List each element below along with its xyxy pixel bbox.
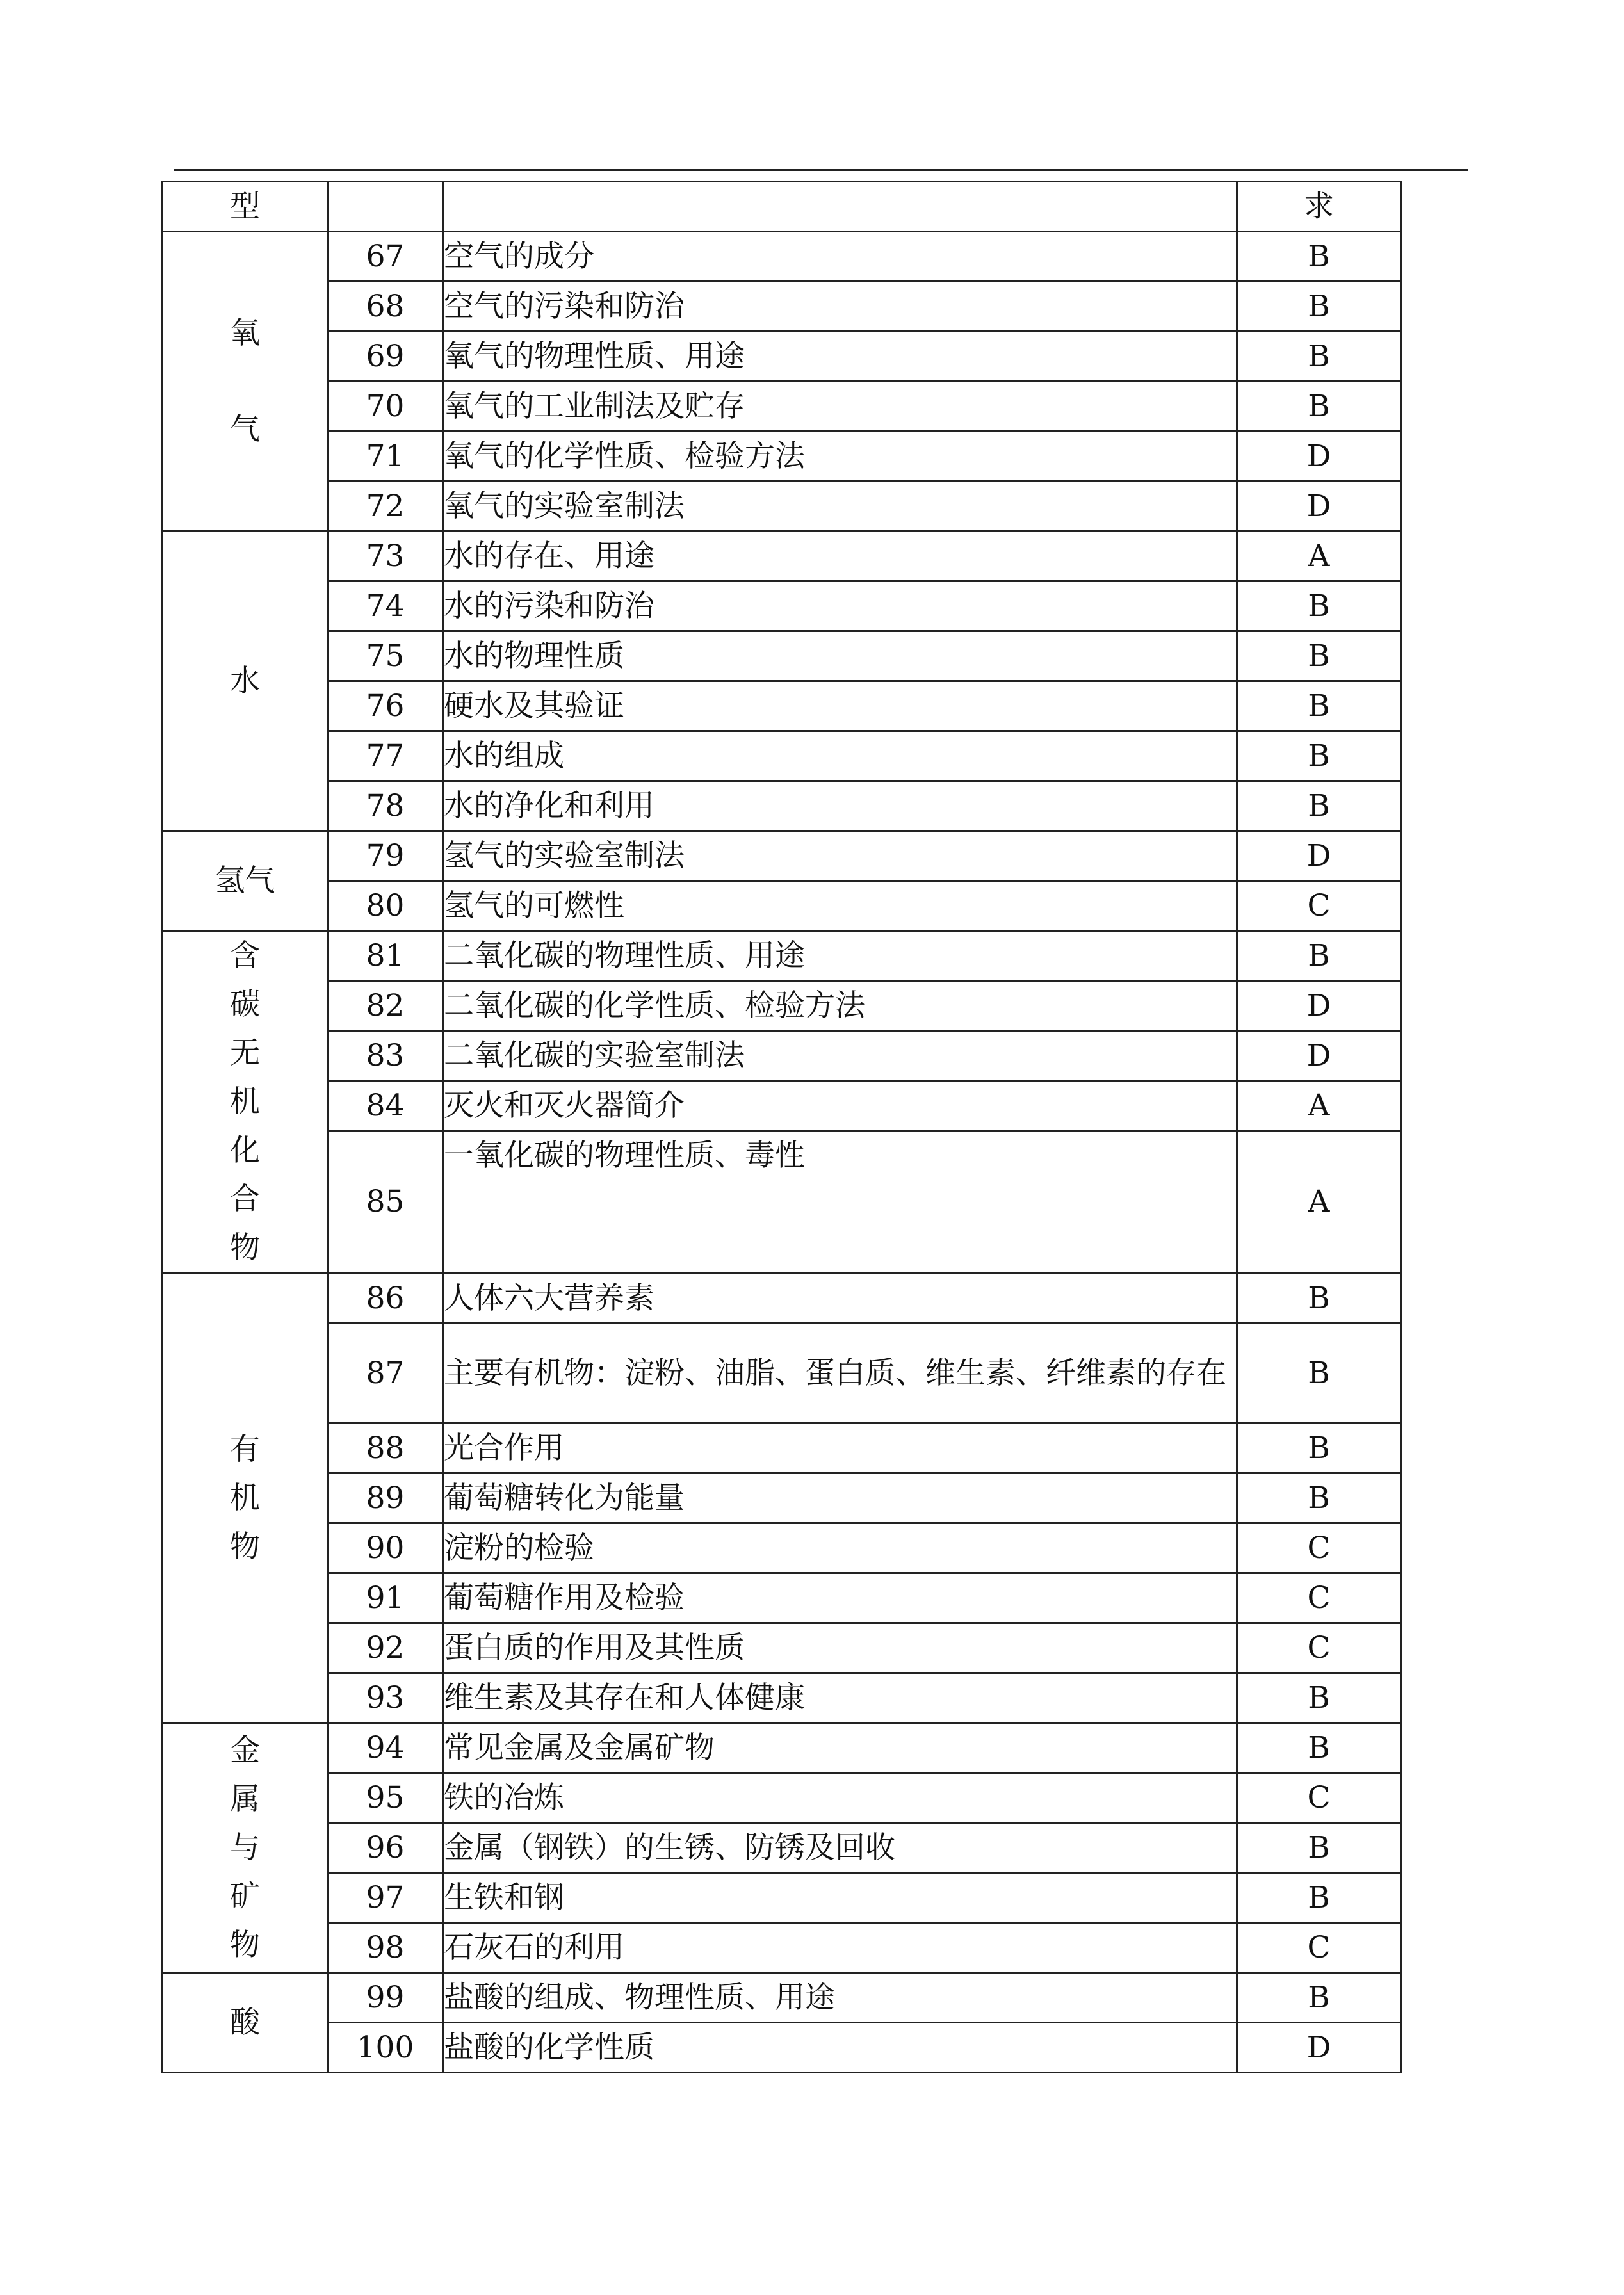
item-text: 水的污染和防治 — [443, 581, 1237, 631]
item-number: 73 — [328, 531, 443, 581]
item-text: 石灰石的利用 — [443, 1923, 1237, 1973]
item-requirement: B — [1237, 1324, 1401, 1423]
item-number: 96 — [328, 1823, 443, 1873]
table-row — [163, 1623, 1401, 1673]
item-number: 69 — [328, 332, 443, 382]
item-text: 常见金属及金属矿物 — [443, 1723, 1237, 1773]
table-row — [163, 1873, 1401, 1923]
item-number: 74 — [328, 581, 443, 631]
table-row — [163, 1773, 1401, 1823]
table-row — [163, 631, 1401, 681]
header-requirement-cell: 求 — [1237, 182, 1401, 232]
table-row — [163, 1473, 1401, 1523]
category-label: 有机物 — [229, 1431, 260, 1564]
item-requirement: B — [1237, 1423, 1401, 1473]
category-label: 氢气 — [215, 863, 275, 898]
item-number: 92 — [328, 1623, 443, 1673]
category-cell-organic — [163, 1274, 328, 1723]
item-requirement: B — [1237, 1823, 1401, 1873]
item-text: 葡萄糖转化为能量 — [443, 1473, 1237, 1523]
item-number: 68 — [328, 282, 443, 332]
item-text: 葡萄糖作用及检验 — [443, 1573, 1237, 1623]
item-text: 淀粉的检验 — [443, 1523, 1237, 1573]
item-number: 97 — [328, 1873, 443, 1923]
item-requirement: B — [1237, 332, 1401, 382]
table-row — [163, 931, 1401, 981]
item-text: 盐酸的组成、物理性质、用途 — [443, 1973, 1237, 2023]
table-header-row — [163, 182, 1401, 232]
table-row — [163, 282, 1401, 332]
table-row — [163, 581, 1401, 631]
item-text: 主要有机物：淀粉、油脂、蛋白质、维生素、纤维素的存在 — [443, 1324, 1237, 1423]
item-number: 76 — [328, 681, 443, 731]
item-number: 81 — [328, 931, 443, 981]
item-requirement: B — [1237, 681, 1401, 731]
table-row — [163, 1923, 1401, 1973]
item-number: 80 — [328, 881, 443, 931]
table-row — [163, 332, 1401, 382]
item-requirement: B — [1237, 581, 1401, 631]
table-row — [163, 1723, 1401, 1773]
item-requirement: D — [1237, 482, 1401, 531]
table-row — [163, 232, 1401, 282]
header-content-cell — [443, 182, 1237, 232]
item-text: 人体六大营养素 — [443, 1274, 1237, 1324]
category-cell-oxygen — [163, 232, 328, 531]
table-row — [163, 1673, 1401, 1723]
item-number: 99 — [328, 1973, 443, 2023]
item-text: 空气的污染和防治 — [443, 282, 1237, 332]
item-number: 88 — [328, 1423, 443, 1473]
item-requirement: C — [1237, 1523, 1401, 1573]
item-number: 87 — [328, 1324, 443, 1423]
item-requirement: D — [1237, 981, 1401, 1031]
table-row — [163, 482, 1401, 531]
category-label: 氧气 — [229, 315, 260, 447]
table-row — [163, 981, 1401, 1031]
item-text: 氧气的化学性质、检验方法 — [443, 432, 1237, 482]
item-requirement: B — [1237, 382, 1401, 432]
item-number: 90 — [328, 1523, 443, 1573]
item-requirement: C — [1237, 1623, 1401, 1673]
item-requirement: B — [1237, 1274, 1401, 1324]
item-number: 83 — [328, 1031, 443, 1081]
table-row — [163, 781, 1401, 831]
item-requirement: B — [1237, 1973, 1401, 2023]
item-requirement: B — [1237, 232, 1401, 282]
category-cell-water — [163, 531, 328, 831]
table-row — [163, 2023, 1401, 2073]
item-requirement: C — [1237, 881, 1401, 931]
item-text: 金属（钢铁）的生锈、防锈及回收 — [443, 1823, 1237, 1873]
item-number: 98 — [328, 1923, 443, 1973]
item-text: 氧气的工业制法及贮存 — [443, 382, 1237, 432]
table-row — [163, 881, 1401, 931]
item-text: 灭火和灭火器简介 — [443, 1081, 1237, 1131]
category-label: 含碳无机化合物 — [229, 938, 260, 1265]
item-text: 硬水及其验证 — [443, 681, 1237, 731]
table-row — [163, 1031, 1401, 1081]
item-number: 82 — [328, 981, 443, 1031]
item-text: 生铁和钢 — [443, 1873, 1237, 1923]
item-number: 79 — [328, 831, 443, 881]
item-text: 光合作用 — [443, 1423, 1237, 1473]
table-row — [163, 382, 1401, 432]
item-text: 铁的冶炼 — [443, 1773, 1237, 1823]
item-number: 89 — [328, 1473, 443, 1523]
item-number: 78 — [328, 781, 443, 831]
item-number: 100 — [328, 2023, 443, 2073]
item-number: 77 — [328, 731, 443, 781]
item-text: 盐酸的化学性质 — [443, 2023, 1237, 2073]
item-requirement: B — [1237, 931, 1401, 981]
item-text: 二氧化碳的化学性质、检验方法 — [443, 981, 1237, 1031]
page-header-rule — [174, 169, 1468, 171]
item-text: 二氧化碳的物理性质、用途 — [443, 931, 1237, 981]
item-number: 71 — [328, 432, 443, 482]
item-requirement: B — [1237, 781, 1401, 831]
item-requirement: D — [1237, 2023, 1401, 2073]
category-label: 酸 — [229, 2004, 260, 2040]
item-text: 氧气的实验室制法 — [443, 482, 1237, 531]
table-row — [163, 1324, 1401, 1423]
item-text: 水的净化和利用 — [443, 781, 1237, 831]
item-requirement: B — [1237, 1873, 1401, 1923]
item-number: 95 — [328, 1773, 443, 1823]
item-requirement: B — [1237, 282, 1401, 332]
table-row — [163, 531, 1401, 581]
item-text: 维生素及其存在和人体健康 — [443, 1673, 1237, 1723]
table-row — [163, 831, 1401, 881]
table-row — [163, 1081, 1401, 1131]
item-requirement: A — [1237, 1131, 1401, 1273]
table-row — [163, 1523, 1401, 1573]
item-requirement: A — [1237, 531, 1401, 581]
item-requirement: D — [1237, 1031, 1401, 1081]
header-number-cell — [328, 182, 443, 232]
item-requirement: A — [1237, 1081, 1401, 1131]
item-number: 75 — [328, 631, 443, 681]
item-requirement: B — [1237, 1673, 1401, 1723]
table-row — [163, 1573, 1401, 1623]
category-label: 金属与矿物 — [229, 1732, 260, 1963]
item-text: 二氧化碳的实验室制法 — [443, 1031, 1237, 1081]
item-number: 70 — [328, 382, 443, 432]
table-row — [163, 1973, 1401, 2023]
item-text: 氢气的实验室制法 — [443, 831, 1237, 881]
category-cell-hydrogen — [163, 831, 328, 931]
category-cell-acid — [163, 1973, 328, 2073]
item-number: 72 — [328, 482, 443, 531]
item-text: 氢气的可燃性 — [443, 881, 1237, 931]
item-requirement: D — [1237, 831, 1401, 881]
item-text: 一氧化碳的物理性质、毒性 — [443, 1131, 1237, 1273]
item-text: 水的组成 — [443, 731, 1237, 781]
item-requirement: B — [1237, 631, 1401, 681]
item-requirement: C — [1237, 1573, 1401, 1623]
item-number: 84 — [328, 1081, 443, 1131]
item-requirement: B — [1237, 1723, 1401, 1773]
category-cell-metal — [163, 1723, 328, 1973]
category-cell-carbon — [163, 931, 328, 1274]
item-number: 86 — [328, 1274, 443, 1324]
table-row — [163, 1423, 1401, 1473]
knowledge-table — [161, 181, 1402, 2073]
item-text: 氧气的物理性质、用途 — [443, 332, 1237, 382]
table-row — [163, 1823, 1401, 1873]
table-row — [163, 681, 1401, 731]
item-number: 85 — [328, 1131, 443, 1273]
item-text: 空气的成分 — [443, 232, 1237, 282]
item-number: 94 — [328, 1723, 443, 1773]
item-number: 91 — [328, 1573, 443, 1623]
table-row — [163, 1131, 1401, 1273]
item-text: 蛋白质的作用及其性质 — [443, 1623, 1237, 1673]
item-text: 水的物理性质 — [443, 631, 1237, 681]
table-row — [163, 432, 1401, 482]
item-number: 67 — [328, 232, 443, 282]
category-label: 水 — [229, 663, 260, 699]
item-requirement: D — [1237, 432, 1401, 482]
table-row — [163, 731, 1401, 781]
item-number: 93 — [328, 1673, 443, 1723]
item-text: 水的存在、用途 — [443, 531, 1237, 581]
table-row — [163, 1274, 1401, 1324]
item-requirement: C — [1237, 1923, 1401, 1973]
item-requirement: C — [1237, 1773, 1401, 1823]
item-requirement: B — [1237, 731, 1401, 781]
item-requirement: B — [1237, 1473, 1401, 1523]
header-type-cell: 型 — [163, 182, 328, 232]
